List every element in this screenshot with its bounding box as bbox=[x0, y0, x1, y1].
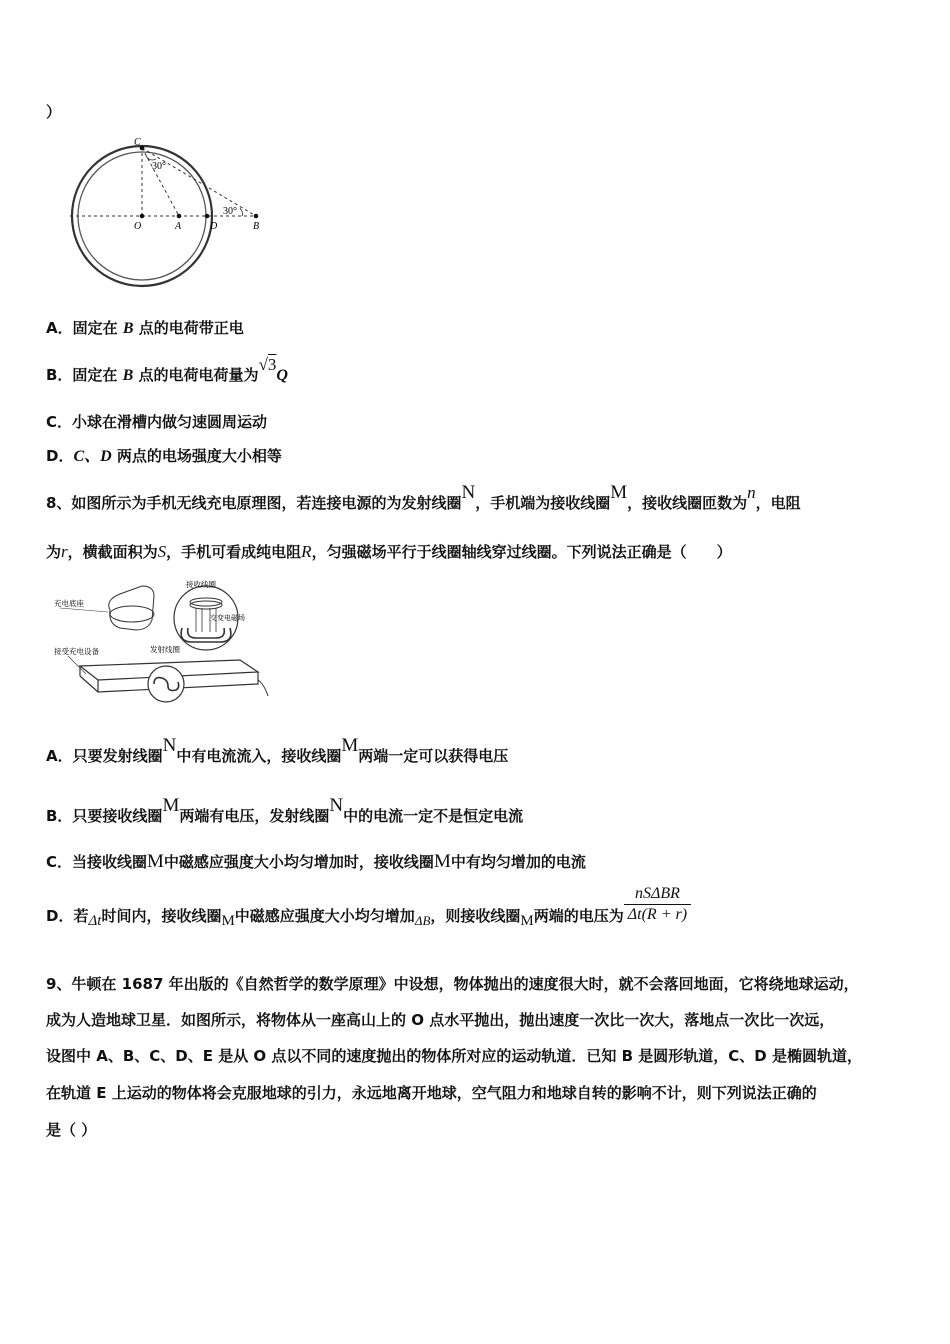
q9-line-2: 成为人造地球卫星．如图所示，将物体从一座高山上的 O 点水平抛出，抛出速度一次比一次大，落地点一次比一次远， bbox=[46, 1011, 835, 1029]
figure-wireless-charging bbox=[50, 580, 270, 712]
label-O: O bbox=[134, 221, 142, 232]
label-charging-base: 充电底座 bbox=[54, 599, 84, 608]
label-B: B bbox=[253, 221, 260, 232]
label-receive-coil: 接收线圈 bbox=[186, 580, 216, 589]
q8-option-b: B．只要接收线圈M两端有电压，发射线圈N中的电流一定不是恒定电流 bbox=[46, 795, 524, 825]
q7-option-c: C．小球在滑槽内做匀速圆周运动 bbox=[46, 413, 268, 431]
q8-stem-line-1: 8、如图所示为手机无线充电原理图，若连接电源的为发射线圈N，手机端为接收线圈M，接收线圈匝数为n，电阻 bbox=[46, 482, 801, 512]
figure-circle-groove bbox=[62, 132, 272, 302]
fraction-numerator: nSΔBR bbox=[624, 884, 691, 905]
q9-line-5: 是（ ） bbox=[46, 1121, 97, 1139]
label-transmit-coil: 发射线圈 bbox=[150, 645, 180, 654]
fraction-denominator: Δt(R + r) bbox=[627, 906, 688, 923]
q8-option-a: A．只要发射线圈N中有电流流入，接收线圈M两端一定可以获得电压 bbox=[46, 735, 509, 765]
q7-option-b: B．固定在 B 点的电荷电荷量为√3Q bbox=[46, 355, 288, 384]
q7-option-d: D．C、D 两点的电场强度大小相等 bbox=[46, 447, 282, 465]
label-C: C bbox=[134, 137, 141, 148]
q9-line-3: 设图中 A、B、C、D、E 是从 O 点以不同的速度抛出的物体所对应的运动轨道．已知 B 是圆形轨道，C、D 是椭圆轨道， bbox=[46, 1047, 862, 1065]
label-receiving-device: 接受充电设备 bbox=[54, 647, 99, 656]
q7-option-a: A．固定在 B 点的电荷带正电 bbox=[46, 319, 244, 337]
q8-option-c: C．当接收线圈M中磁感应强度大小均匀增加时，接收线圈M中有均匀增加的电流 bbox=[46, 851, 586, 872]
label-alternating-field: 交变电磁场 bbox=[210, 614, 245, 622]
q8-option-d: D．若Δt时间内，接收线圈M中磁感应强度大小均匀增加ΔB，则接收线圈M两端的电压为 $\frac{\text{nSΔBR}}{\Delta t(R + r)}$ bbox=[46, 896, 691, 937]
angle-label-top: 30° bbox=[152, 161, 166, 172]
prev-question-close-paren: ） bbox=[46, 103, 62, 121]
q9-line-4: 在轨道 E 上运动的物体将会克服地球的引力，永远地离开地球，空气阻力和地球自转的影响不计，则下列说法正确的 bbox=[46, 1084, 817, 1102]
voltage-fraction bbox=[624, 884, 691, 925]
label-A: A bbox=[175, 221, 182, 232]
label-D: D bbox=[210, 221, 218, 232]
q8-stem-line-2: 为r，横截面积为S，手机可看成纯电阻R，匀强磁场平行于线圈轴线穿过线圈。下列说法正确是（ ） bbox=[46, 542, 732, 561]
angle-label-right: 30° bbox=[223, 206, 237, 217]
q9-line-1: 9、牛顿在 1687 年出版的《自然哲学的数学原理》中设想，物体抛出的速度很大时，就不会落回地面，它将绕地球运动， bbox=[46, 975, 859, 993]
